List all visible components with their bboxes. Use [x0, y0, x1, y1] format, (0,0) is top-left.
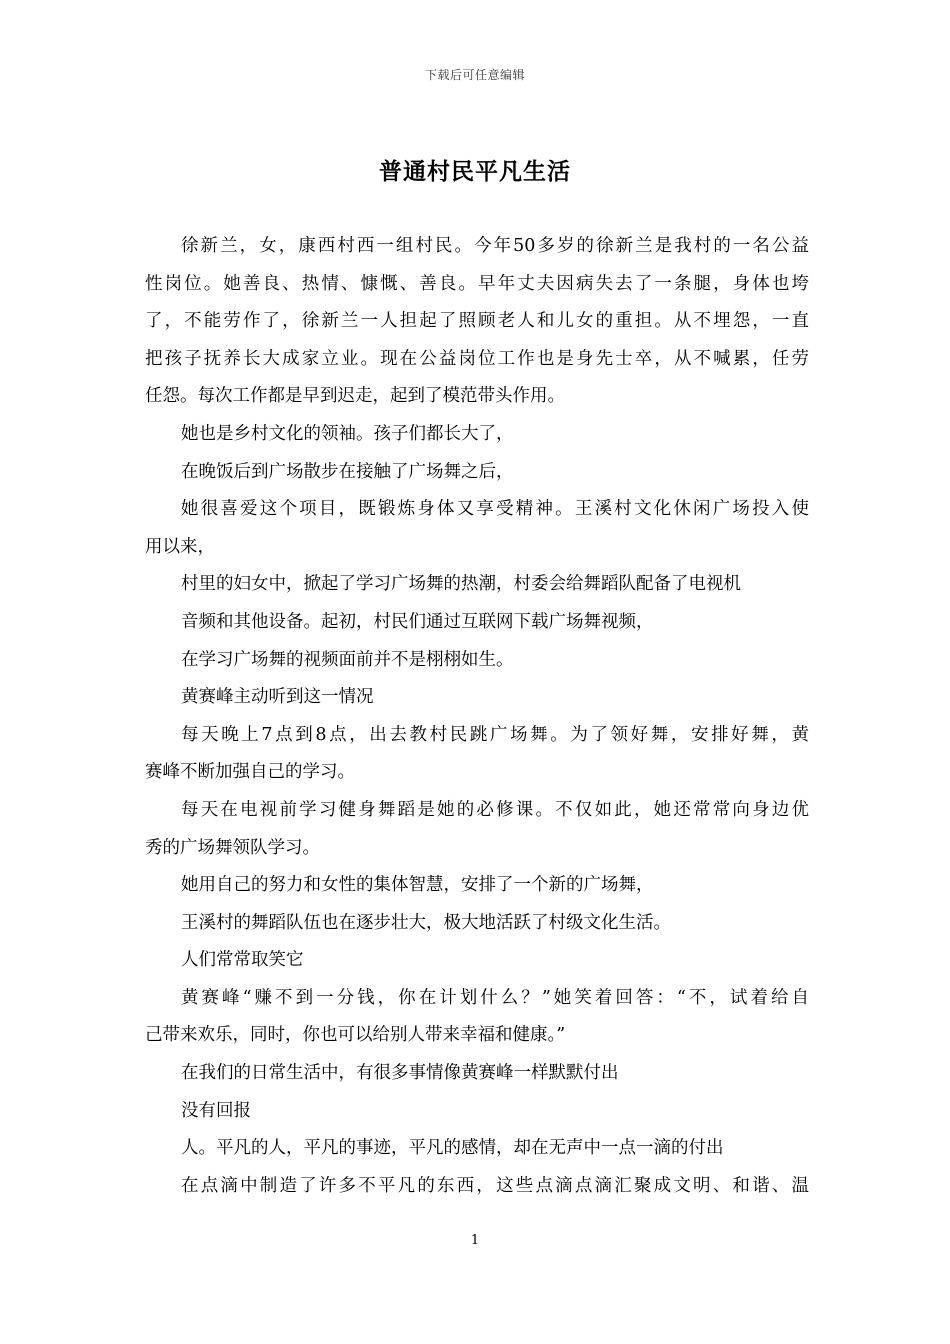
paragraph-line: 她很喜爱这个项目，既锻炼身体又享受精神。王溪村文化休闲广场投入使 [181, 499, 809, 520]
paragraph-line: 人。平凡的人，平凡的事迹，平凡的感情，却在无声中一点一滴的付出 [181, 1138, 724, 1159]
paragraph-line: 在晚饭后到广场散步在接触了广场舞之后， [181, 461, 514, 482]
paragraph-line: 黄赛峰主动听到这一情况 [181, 687, 374, 708]
paragraph-line: 徐新兰，女，康西村西一组村民。今年50多岁的徐新兰是我村的一名公益 [181, 236, 809, 256]
paragraph-line: 用以来， [145, 536, 215, 557]
paragraph-line: 音频和其他设备。起初，村民们通过互联网下载广场舞视频， [181, 611, 654, 632]
paragraph-line: 己带来欢乐，同时，你也可以给别人带来幸福和健康。” [145, 1025, 566, 1046]
paragraph-line: 村里的妇女中，掀起了学习广场舞的热潮，村委会给舞蹈队配备了电视机 [181, 574, 741, 595]
paragraph-line: 她也是乡村文化的领袖。孩子们都长大了， [181, 423, 514, 444]
paragraph-line: 黄赛峰“赚不到一分钱，你在计划什么？”她笑着回答：“不，试着给自 [181, 987, 809, 1008]
paragraph-line: 王溪村的舞蹈队伍也在逐步壮大，极大地活跃了村级文化生活。 [181, 912, 671, 933]
paragraph-line: 每天晚上7点到8点，出去教村民跳广场舞。为了领好舞，安排好舞，黄 [181, 724, 809, 745]
paragraph-line: 人们常常取笑它 [181, 950, 304, 971]
paragraph-line: 她用自己的努力和女性的集体智慧，安排了一个新的广场舞， [181, 875, 654, 896]
document-title: 普通村民平凡生活 [379, 158, 571, 185]
paragraph-line: 任怨。每次工作都是早到迟走，起到了模范带头作用。 [145, 386, 565, 407]
paragraph-line: 每天在电视前学习健身舞蹈是她的必修课。不仅如此，她还常常向身边优 [181, 799, 809, 820]
paragraph-line: 在点滴中制造了许多不平凡的东西，这些点滴点滴汇聚成文明、和谐、温 [181, 1175, 809, 1196]
paragraph-line: 赛峰不断加强自己的学习。 [145, 762, 355, 783]
paragraph-line: 没有回报 [181, 1100, 251, 1121]
page-number: 1 [470, 1233, 480, 1248]
header-note: 下载后可任意编辑 [424, 68, 525, 82]
paragraph-line: 性岗位。她善良、热情、慷慨、善良。早年丈夫因病失去了一条腿，身体也垮 [145, 273, 809, 294]
document-body [145, 228, 809, 1205]
paragraph-line: 在学习广场舞的视频面前并不是栩栩如生。 [181, 649, 514, 670]
paragraph-line: 秀的广场舞领队学习。 [145, 837, 320, 858]
paragraph-line: 了，不能劳作了，徐新兰一人担起了照顾老人和儿女的重担。从不埋怨，一直 [145, 311, 809, 332]
paragraph-line: 把孩子抚养长大成家立业。现在公益岗位工作也是身先士卒，从不喊累，任劳 [145, 348, 809, 369]
paragraph-line: 在我们的日常生活中，有很多事情像黄赛峰一样默默付出 [181, 1063, 619, 1084]
